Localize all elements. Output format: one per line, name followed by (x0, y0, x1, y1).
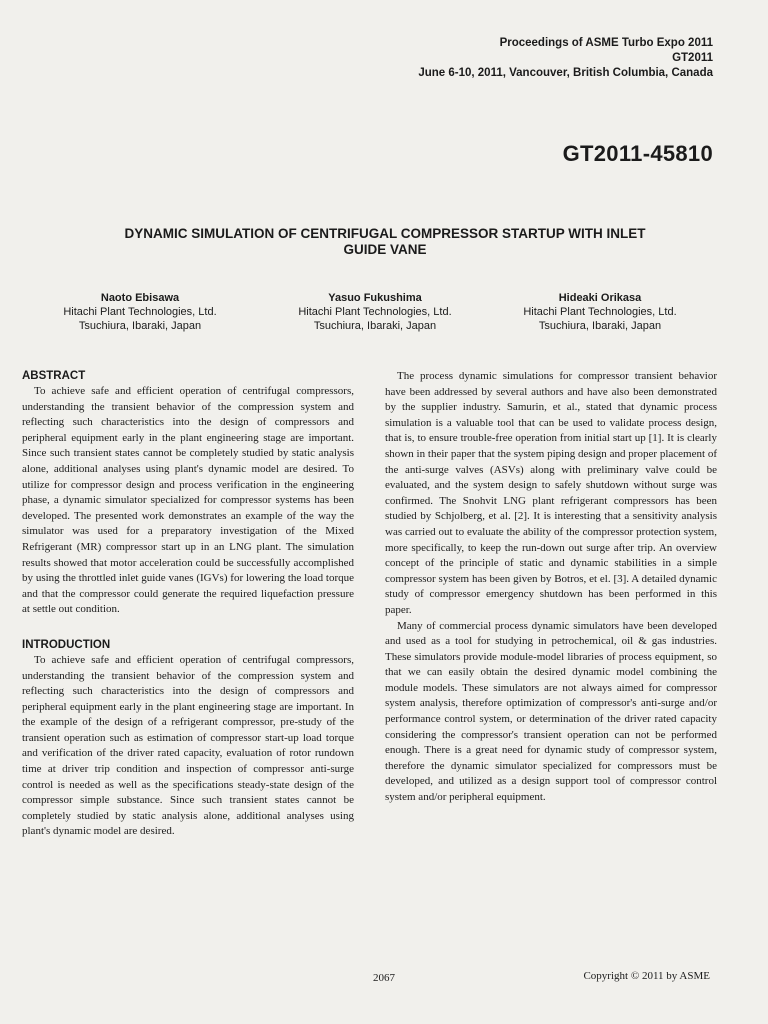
introduction-text: To achieve safe and efficient operation of centrifugal compressors, understanding the transient behavior of the compression system and reflecting such characteristics into the design of compressors and peripheral equipment early in the plant engineering stage are important. In the example of the design of a refrigerant compressor, pre-study of the transient operation such as estimation of compressor start-up load torque and verification of the driver rated capacity, evaluation of rotor rundown time at driver trip condition and inspection of compressor anti-surge control is needed as well as the specifications steady-state design of the compressor simple substance. Since such transient states cannot be completely studied by static analysis alone, additional analyses using plant's dynamic model are desired. (22, 653, 354, 838)
author-affiliation: Hitachi Plant Technologies, Ltd. (298, 306, 452, 318)
paper-title (40, 226, 730, 258)
left-column (22, 369, 354, 840)
page-number: 2067 (373, 972, 395, 984)
author-location: Tsuchiura, Ibaraki, Japan (538, 320, 662, 332)
author-name: Naoto Ebisawa (100, 292, 180, 304)
author-location: Tsuchiura, Ibaraki, Japan (78, 320, 202, 332)
author-location: Tsuchiura, Ibaraki, Japan (313, 320, 437, 332)
author-block (40, 291, 240, 333)
paper-number: GT2011-45810 (562, 141, 713, 166)
author-affiliation: Hitachi Plant Technologies, Ltd. (63, 306, 217, 318)
conference-code: GT2011 (672, 52, 713, 64)
proceedings-title: Proceedings of ASME Turbo Expo 2011 (499, 37, 713, 49)
author-list (40, 291, 730, 341)
author-affiliation: Hitachi Plant Technologies, Ltd. (523, 306, 677, 318)
proceedings-header (418, 36, 713, 81)
abstract-heading: ABSTRACT (22, 370, 86, 382)
author-name: Yasuo Fukushima (328, 292, 422, 304)
right-column (385, 369, 717, 806)
introduction-heading: INTRODUCTION (22, 638, 111, 651)
abstract-text: To achieve safe and efficient operation of centrifugal compressors, understanding the transient behavior of the compression system and reflecting such characteristics into the design of compressors and peripheral equipment early in the plant engineering stage are important. Since such transient states cannot be completely studied by static analysis alone, additional analyses using plant's dynamic model are desired. To utilize for compressor design and process verification in the engineering phase, a dynamic simulator specialized for compressor systems has been developed. The presented work demonstrates an example of the way the simulator was used for a preparatory investigation of the Mixed Refrigerant (MR) compressor start up in an LNG plant. The simulation results showed that motor acceleration could be successfully accomplished by using the throttled inlet guide vanes (IGVs) for lowering the load torque and that the compressor could generate the required liquefaction pressure at settle out condition. (22, 385, 354, 616)
paper-title-line-2: GUIDE VANE (343, 242, 427, 257)
conference-date-location: June 6-10, 2011, Vancouver, British Columbia, Canada (418, 67, 713, 79)
copyright-notice: Copyright © 2011 by ASME (583, 970, 710, 982)
author-block (275, 291, 475, 333)
body-paragraph: Many of commercial process dynamic simulators have been developed and used as a tool for studying in petrochemical, oil & gas industries. These simulators provide module-model libraries of process equipment, so that we can easily obtain the desired dynamic model combining the module models. These simulators are not always aimed for compressor system analysis, therefore optimization of compressor's anti-surge and/or performance control system, or determination of the driver rated capacity considering the compressor's transient operation can not be performed enough. There is a great need for dynamic study of compressor system, therefore the dynamic simulator specialized for compressors must be developed, and utilized as a design support tool of compressor control system and/or peripheral equipment. (385, 619, 717, 804)
author-block (500, 291, 700, 333)
paper-title-line-1: DYNAMIC SIMULATION OF CENTRIFUGAL COMPRESSOR STARTUP WITH INLET (124, 226, 646, 241)
body-paragraph: The process dynamic simulations for compressor transient behavior have been addressed by several authors and have also been demonstrated by the supplier industry. Samurin, et al., stated that dynamic process simulation is a valuable tool that can be used to validate process design, that is, to ensure trouble-free operation from initial start up [1]. It is clearly shown in their paper that the system piping design and proper placement of the anti-surge valves (ASVs) along with preliminary valve could be evaluated, and the system design to safely shutdown without surge was confirmed. The Snohvit LNG plant refrigerant compressors has been studied by Schjolberg, et al. [2]. It is interesting that a sensitivity analysis was carried out to evaluate the ability of the compressor protection system, more specifically, to keep the run-down out surge after trip. An overview concept of the principle of static and dynamic stabilities in a simple compressor system has been given by Botros, et el. [3]. A detailed dynamic study of compressor emergency shutdown has been performed in this paper. (385, 370, 717, 616)
author-name: Hideaki Orikasa (558, 292, 642, 304)
